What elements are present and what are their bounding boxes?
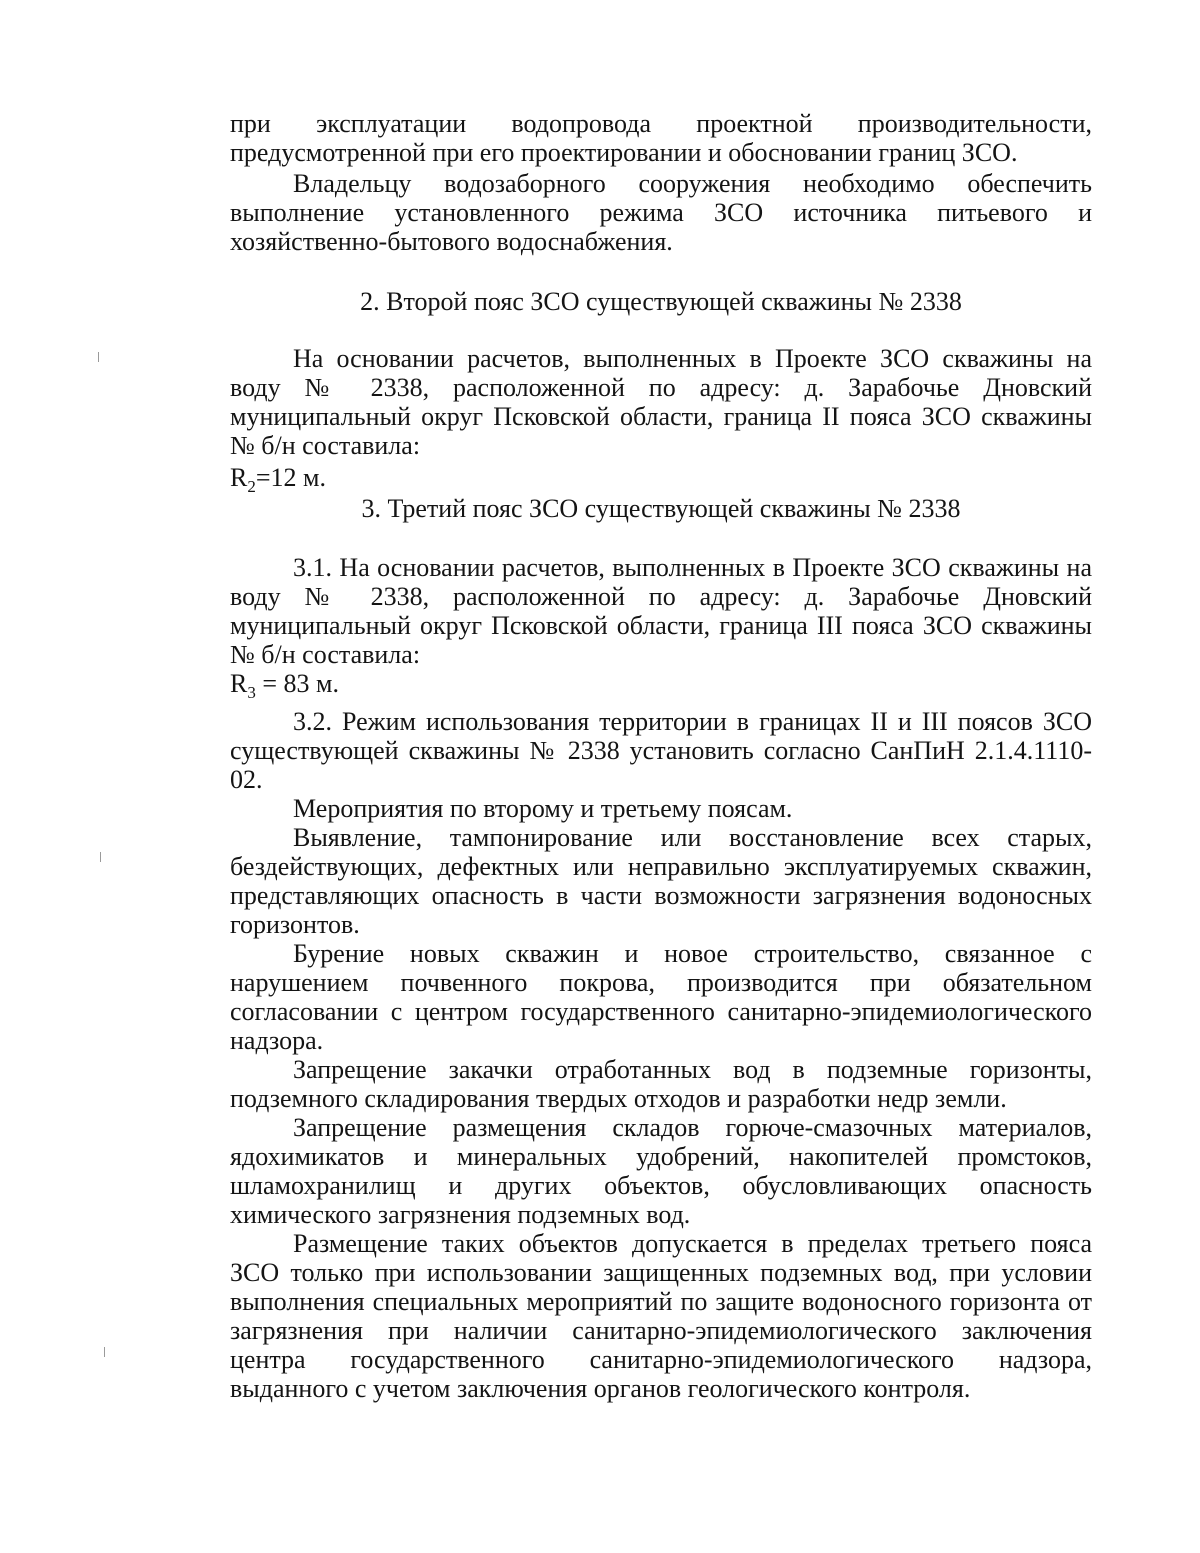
- radius-value: = 83 м.: [255, 669, 339, 698]
- scan-mark: [104, 1347, 105, 1357]
- paragraph: Мероприятия по второму и третьему поясам.: [293, 794, 793, 824]
- section-2: [230, 344, 1092, 501]
- section-heading: 3. Третий пояс ЗСО существующей скважины № 2338: [361, 494, 961, 523]
- scan-mark: [98, 352, 99, 362]
- paragraph: Владельцу водозаборного сооружения необходимо обеспечить выполнение установленного режима ЗСО источника питьевого и хозяйственно-бытового водоснабжения.: [230, 169, 1092, 256]
- paragraph: Запрещение размещения складов горюче-смазочных материалов, ядохимикатов и минеральных удобрений, накопителей промстоков, шламохранилищ и других объектов, обусловливающих опасность химического загрязнения подземных вод.: [230, 1113, 1092, 1230]
- radius-subscript: 3: [247, 683, 256, 703]
- paragraph: Выявление, тампонирование или восстановление всех старых, бездействующих, дефектных или неправильно эксплуатируемых скважин, представляющих опасность в части возможности загрязнения водоносных горизонтов.: [230, 823, 1092, 940]
- section-1: [230, 109, 1092, 256]
- section-2-heading-block: [230, 287, 1092, 316]
- paragraph: Бурение новых скважин и новое строительство, связанное с нарушением почвенного покрова, производится при обязательном согласовании с центром государственного санитарно-эпидемиологического надзора.: [230, 939, 1092, 1056]
- paragraph: Запрещение закачки отработанных вод в подземные горизонты, подземного складирования твердых отходов и разработки недр земли.: [230, 1055, 1092, 1114]
- paragraph: 3.1. На основании расчетов, выполненных в Проекте ЗСО скважины на воду № 2338, расположенной по адресу: д. Зарабочье Дновский муниципальный округ Псковской области, граница III пояса ЗСО скважины № б/н составила:: [230, 553, 1092, 669]
- radius-subscript: 2: [247, 477, 256, 497]
- radius-symbol: R: [230, 669, 248, 698]
- paragraph: при эксплуатации водопровода проектной производительности, предусмотренной при его проектировании и обосновании границ ЗСО.: [230, 109, 1092, 167]
- section-3: [230, 553, 1092, 1403]
- section-heading: 2. Второй пояс ЗСО существующей скважины № 2338: [360, 287, 962, 316]
- radius-line: [230, 669, 1092, 707]
- radius-symbol: R: [230, 463, 248, 492]
- paragraph: 3.2. Режим использования территории в границах II и III поясов ЗСО существующей скважины № 2338 установить согласно СанПиН 2.1.4.1110-02.: [230, 707, 1092, 795]
- scan-mark: [100, 852, 101, 862]
- section-3-heading-block: [230, 494, 1092, 523]
- paragraph: На основании расчетов, выполненных в Проекте ЗСО скважины на воду № 2338, расположенной по адресу: д. Зарабочье Дновский муниципальный округ Псковской области, граница II пояса ЗСО скважины № б/н составила:: [230, 344, 1092, 460]
- paragraph: Размещение таких объектов допускается в пределах третьего пояса ЗСО только при использовании защищенных подземных вод, при условии выполнения специальных мероприятий по защите водоносного горизонта от загрязнения при наличии санитарно-эпидемиологического заключения центра государственного санитарно-эпидемиологического надзора, выданного с учетом заключения органов геологического контроля.: [230, 1229, 1092, 1404]
- radius-value: =12 м.: [255, 463, 326, 492]
